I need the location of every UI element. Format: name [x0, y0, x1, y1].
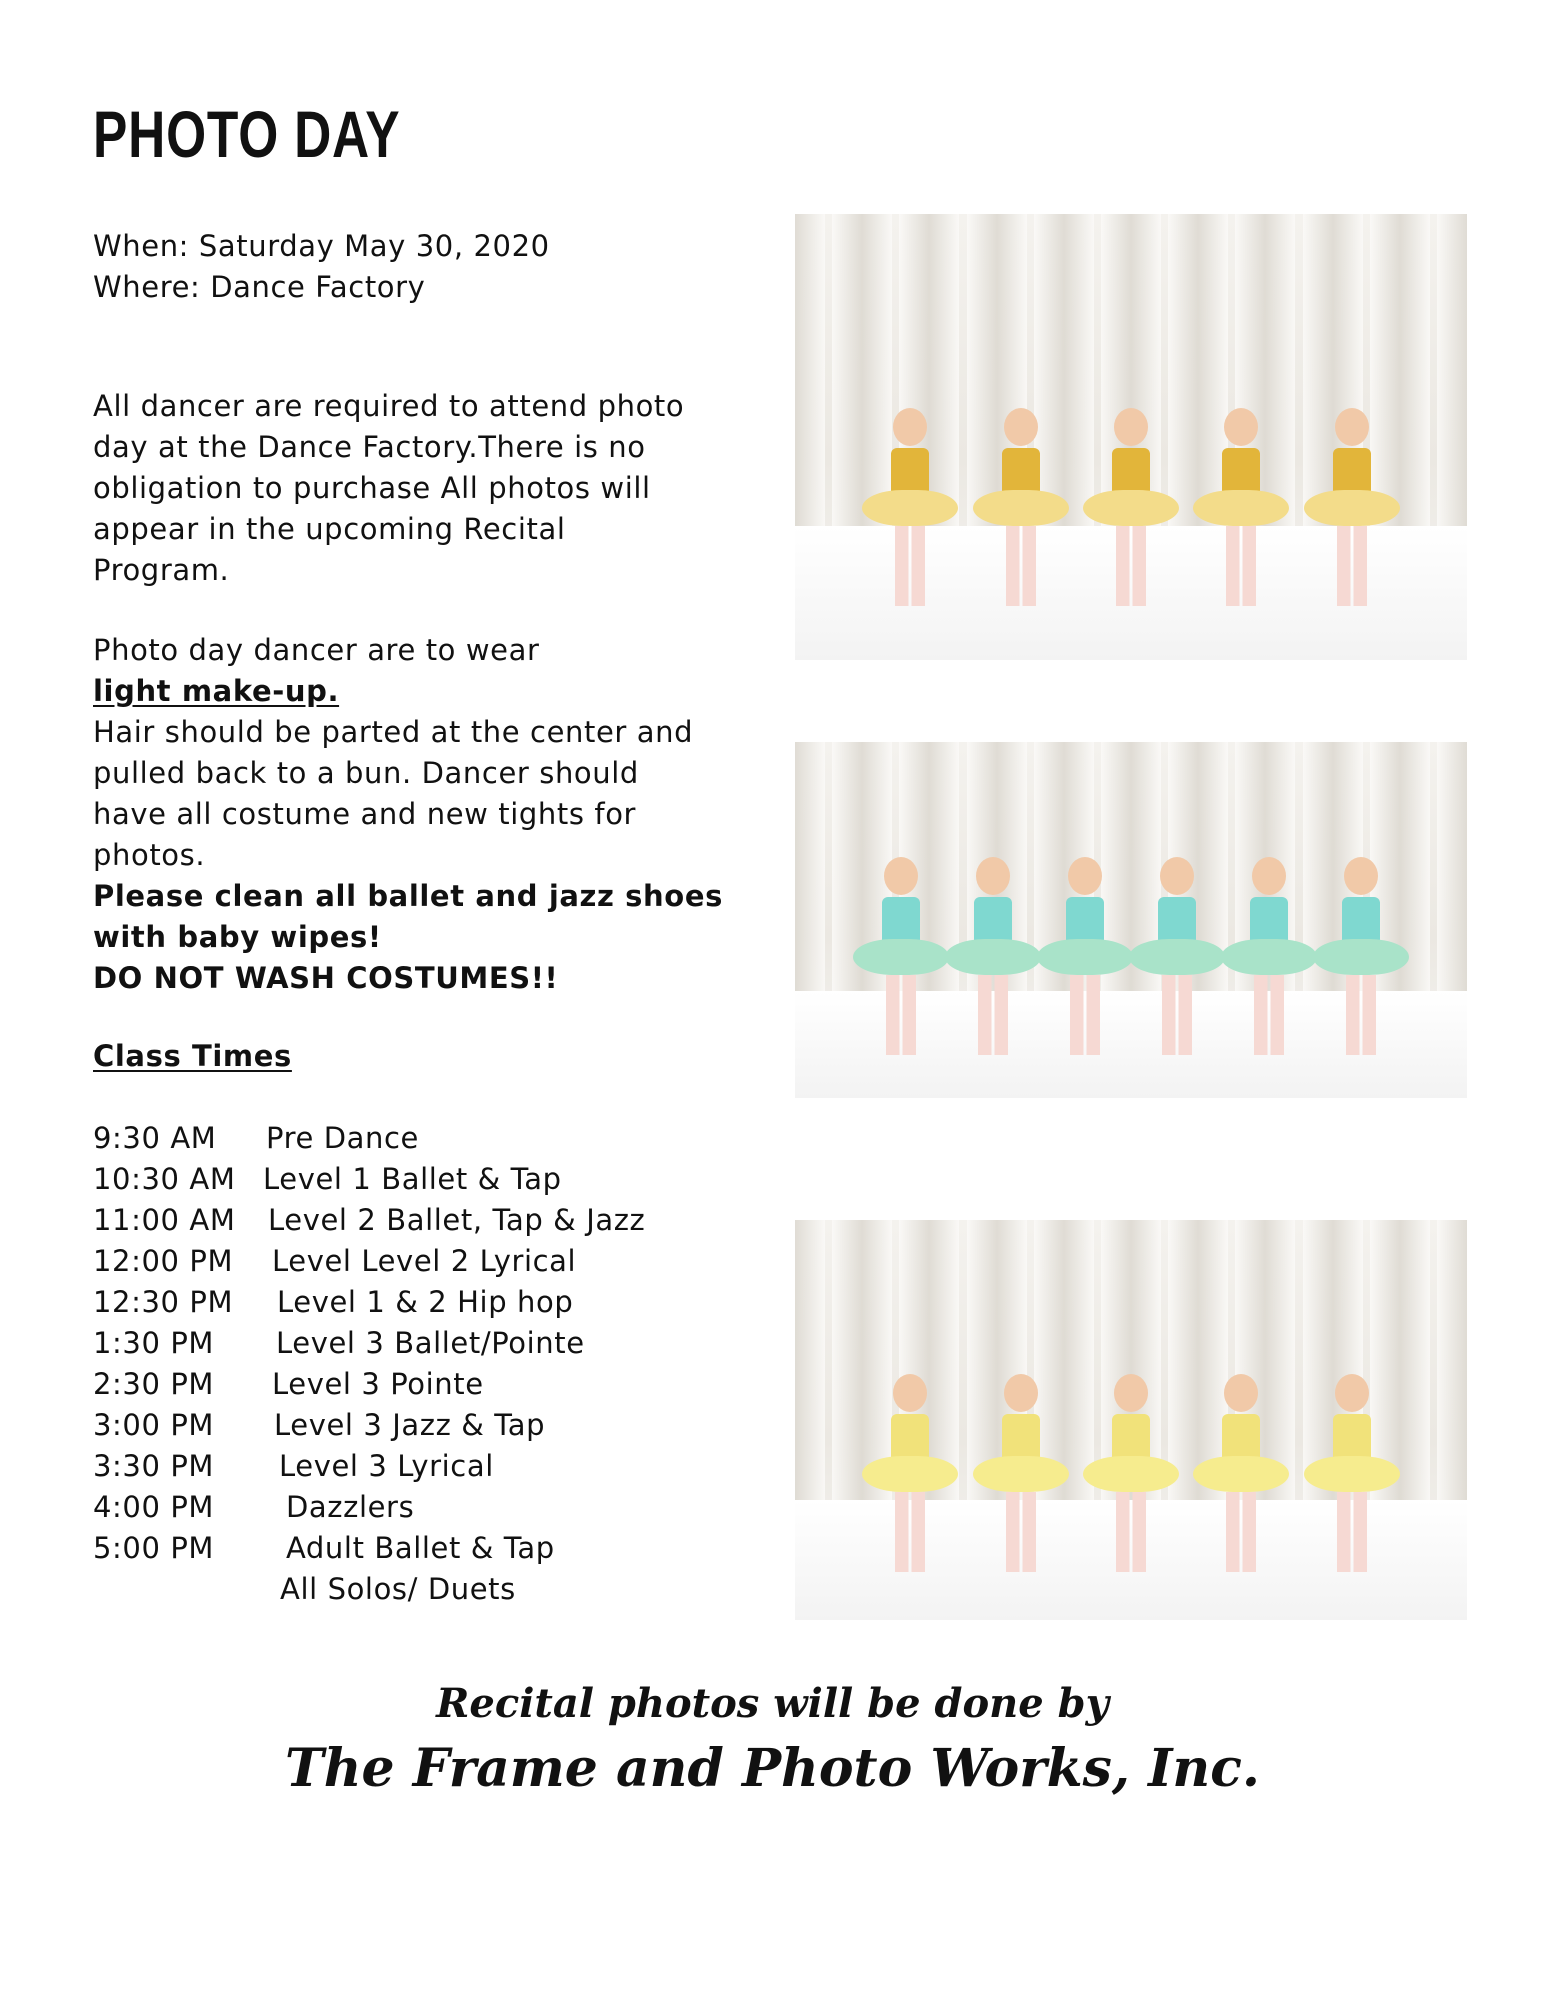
class-times-table	[93, 1118, 753, 1610]
class-time: 9:30 AM	[93, 1121, 217, 1155]
intro-line: Program.	[93, 553, 230, 587]
dancer-figure	[1317, 1374, 1387, 1572]
table-row	[93, 1241, 753, 1282]
class-times-heading-wrap	[93, 1036, 753, 1077]
warning-line: with baby wipes!	[93, 920, 382, 954]
event-where: Where: Dance Factory	[93, 270, 426, 304]
wear-line: Photo day dancer are to wear	[93, 633, 540, 667]
class-time: 3:00 PM	[93, 1408, 215, 1442]
dancer-figure	[958, 857, 1028, 1055]
dancer-figure	[1234, 857, 1304, 1055]
dancer-figure	[1206, 1374, 1276, 1572]
table-row	[93, 1446, 753, 1487]
curtain-drape	[1437, 214, 1467, 526]
class-name: Level 3 Jazz & Tap	[274, 1408, 546, 1442]
curtain-drape	[795, 214, 825, 526]
class-times-heading: Class Times	[93, 1039, 292, 1073]
class-name: Level Level 2 Lyrical	[272, 1244, 577, 1278]
event-info	[93, 226, 753, 308]
hair-line: pulled back to a bun. Dancer should	[93, 756, 639, 790]
table-row	[93, 1159, 753, 1200]
class-name: Level 3 Pointe	[272, 1367, 484, 1401]
class-time: 5:00 PM	[93, 1531, 215, 1565]
class-name: Level 2 Ballet, Tap & Jazz	[268, 1203, 646, 1237]
table-row	[93, 1569, 753, 1610]
hair-line: have all costume and new tights for	[93, 797, 637, 831]
photo-yellow-group	[795, 214, 1467, 660]
dancer-figure	[875, 408, 945, 606]
intro-line: obligation to purchase All photos will	[93, 471, 651, 505]
table-row	[93, 1200, 753, 1241]
table-row	[93, 1282, 753, 1323]
class-time: 3:30 PM	[93, 1449, 215, 1483]
class-time: 1:30 PM	[93, 1326, 215, 1360]
table-row	[93, 1118, 753, 1159]
class-name: Level 1 & 2 Hip hop	[277, 1285, 574, 1319]
class-time: 12:00 PM	[93, 1244, 234, 1278]
intro-line: day at the Dance Factory.There is no	[93, 430, 646, 464]
dancer-figure	[986, 1374, 1056, 1572]
dancer-figure	[1142, 857, 1212, 1055]
hair-line: Hair should be parted at the center and	[93, 715, 694, 749]
table-row	[93, 1323, 753, 1364]
dancer-figure	[1050, 857, 1120, 1055]
dancer-figure	[1096, 1374, 1166, 1572]
dancer-figure	[1317, 408, 1387, 606]
curtain-drape	[1437, 1220, 1467, 1500]
footer-studio-name: The Frame and Photo Works, Inc.	[285, 1738, 1260, 1799]
table-row	[93, 1405, 753, 1446]
class-time: 2:30 PM	[93, 1367, 215, 1401]
dancer-figure	[986, 408, 1056, 606]
class-time: 11:00 AM	[93, 1203, 236, 1237]
table-row	[93, 1487, 753, 1528]
dancer-figure	[875, 1374, 945, 1572]
table-row	[93, 1528, 753, 1569]
class-name: Dazzlers	[286, 1490, 415, 1524]
class-name: Adult Ballet & Tap	[286, 1531, 555, 1565]
curtain-drape	[795, 1220, 825, 1500]
hair-line: photos.	[93, 838, 206, 872]
curtain-drape	[1437, 742, 1467, 991]
photo-mint-group	[795, 742, 1467, 1098]
intro-paragraph	[93, 386, 753, 591]
footer-credit-line: Recital photos will be done by	[436, 1680, 1109, 1727]
table-row	[93, 1364, 753, 1405]
class-time: 10:30 AM	[93, 1162, 236, 1196]
dancer-figure	[1096, 408, 1166, 606]
photo-lemon-group	[795, 1220, 1467, 1620]
page-title: PHOTO DAY	[93, 97, 401, 171]
class-name: Level 3 Lyrical	[279, 1449, 494, 1483]
class-name: All Solos/ Duets	[280, 1572, 516, 1606]
wear-paragraph	[93, 630, 753, 999]
intro-line: All dancer are required to attend photo	[93, 389, 685, 423]
dancer-figure	[1326, 857, 1396, 1055]
class-name: Level 3 Ballet/Pointe	[276, 1326, 585, 1360]
event-when: When: Saturday May 30, 2020	[93, 229, 550, 263]
warning-line: Please clean all ballet and jazz shoes	[93, 879, 723, 913]
intro-line: appear in the upcoming Recital	[93, 512, 566, 546]
class-name: Level 1 Ballet & Tap	[263, 1162, 562, 1196]
class-name: Pre Dance	[266, 1121, 419, 1155]
class-time: 4:00 PM	[93, 1490, 215, 1524]
curtain-drape	[795, 742, 825, 991]
makeup-note: light make-up.	[93, 674, 340, 708]
dancer-figure	[866, 857, 936, 1055]
warning-line: DO NOT WASH COSTUMES!!	[93, 961, 559, 995]
class-time: 12:30 PM	[93, 1285, 234, 1319]
dancer-figure	[1206, 408, 1276, 606]
